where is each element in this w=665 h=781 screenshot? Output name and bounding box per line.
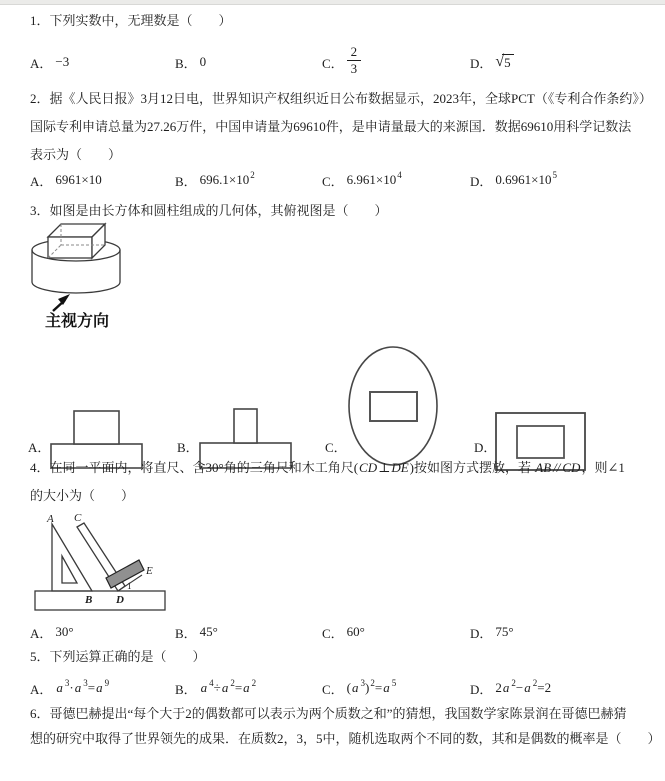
q4-rulers-figure — [30, 512, 180, 617]
question-2-options — [0, 169, 665, 191]
point-a-label: A — [47, 513, 54, 525]
option-label: B． — [175, 55, 197, 71]
view-direction-label: 主视方向 — [45, 313, 110, 330]
option-value: $696.1\times 10^2$ — [199, 170, 255, 187]
option-value: 30° — [55, 624, 74, 639]
question-5-stem: 5．下列运算正确的是（ ） — [30, 649, 206, 664]
q4-option-a — [30, 622, 74, 642]
option-value: 0 — [199, 54, 207, 69]
option-label: B． — [175, 625, 197, 641]
question-2-stem-line-3: 表示为（ ） — [30, 147, 122, 162]
q2-option-b — [175, 169, 255, 191]
page-top-edge — [0, 0, 665, 5]
option-label: A． — [30, 625, 53, 641]
question-2-stem-line-1: 2．据《人民日报》3月12日电，世界知识产权组织近日公布数据显示，2023年，全球PCT（《专利合作条约》） — [30, 91, 652, 106]
question-4-options — [0, 622, 665, 642]
option-value: 2a $^2$−a $^2$=2 — [495, 678, 552, 695]
option-value: $0.6961\times 10^5$ — [495, 170, 557, 187]
question-1-stem: 1．下列实数中，无理数是（ ） — [30, 13, 232, 28]
q2-option-c — [322, 169, 402, 191]
option-label: B． — [175, 173, 197, 189]
option-label: C． — [322, 55, 344, 71]
angle-1-label: 1 — [127, 581, 132, 591]
q2-option-a — [30, 169, 102, 191]
option-label: A． — [30, 681, 53, 697]
q1-option-c — [322, 42, 361, 82]
q1-option-b — [175, 42, 206, 82]
q4-option-c — [322, 622, 365, 642]
point-c-label: C — [74, 512, 82, 524]
option-value: 45° — [199, 624, 218, 639]
option-value: 75° — [495, 624, 514, 639]
point-b-label: B — [85, 594, 93, 606]
option-label: B． — [175, 681, 197, 697]
option-value: $6.961\times 10^4$ — [346, 170, 402, 187]
q1-option-a — [30, 42, 69, 82]
view-direction-arrow-icon — [53, 294, 70, 311]
option-value: a $^4$÷a $^2$=a $^2$ — [200, 678, 257, 695]
q5-option-b — [175, 676, 256, 700]
point-e-label: E — [146, 565, 153, 577]
option-label: D． — [470, 681, 493, 697]
question-6-stem-line-2: 想的研究中取得了世界领先的成果．在质数2，3，5中，随机选取两个不同的数，其和是偶数的概率是（ ） — [30, 731, 661, 746]
question-4-stem-line-1: 4．在同一平面内，将直尺、含30°角的三角尺和木工角尺(CD⊥DE)按如图方式摆放，若 AB // CD，则∠1 — [30, 460, 625, 475]
q2-option-d — [470, 169, 557, 191]
option-value: √ 5 — [495, 54, 513, 71]
q4-option-b — [175, 622, 218, 642]
option-label: D． — [470, 625, 493, 641]
q5-option-a — [30, 676, 109, 700]
question-6-stem-line-1: 6．哥德巴赫提出“每个大于2的偶数都可以表示为两个质数之和”的猜想，我国数学家陈景润在哥德巴赫猜 — [30, 706, 627, 721]
option-value: 6961×10 — [55, 172, 102, 187]
option-label: A． — [30, 173, 53, 189]
option-value: $\frac{2}{3}$ — [347, 48, 362, 77]
q4-option-d — [470, 622, 514, 642]
q3-shape-c — [345, 343, 445, 471]
q3-solid-figure — [30, 220, 170, 332]
cuboid — [48, 224, 105, 258]
option-label: A． — [30, 55, 53, 71]
option-value: −3 — [55, 54, 70, 69]
q1-option-d — [470, 42, 514, 82]
question-5-options — [0, 676, 665, 700]
question-2-stem-line-2: 国际专利申请总量为27.26万件，中国申请量为69610件，是申请量最大的来源国．数据69610用科学记数法 — [30, 119, 632, 134]
option-label: C． — [322, 625, 344, 641]
option-label: D． — [470, 55, 493, 71]
option-label: C． — [322, 681, 344, 697]
straightedge-ruler — [35, 591, 165, 610]
question-3-stem: 3．如图是由长方体和圆柱组成的几何体，其俯视图是（ ） — [30, 203, 388, 218]
option-value: (a $^3$)$^2$=a $^5$ — [346, 678, 397, 695]
q3-option-c-label: C． — [325, 440, 347, 455]
question-1-options — [0, 42, 665, 82]
option-value: a $^3$·a $^3$=a $^9$ — [56, 678, 110, 695]
option-label: D． — [470, 173, 493, 189]
q5-option-c — [322, 676, 396, 700]
option-value: 60° — [346, 624, 365, 639]
q3-option-d-label: D． — [474, 440, 497, 455]
question-4-stem-line-2: 的大小为（ ） — [30, 488, 135, 503]
option-label: C． — [322, 173, 344, 189]
point-d-label: D — [116, 594, 124, 606]
q3-option-b-label: B． — [177, 440, 199, 455]
q5-option-d — [470, 676, 551, 700]
q3-option-a-label: A． — [28, 440, 51, 455]
